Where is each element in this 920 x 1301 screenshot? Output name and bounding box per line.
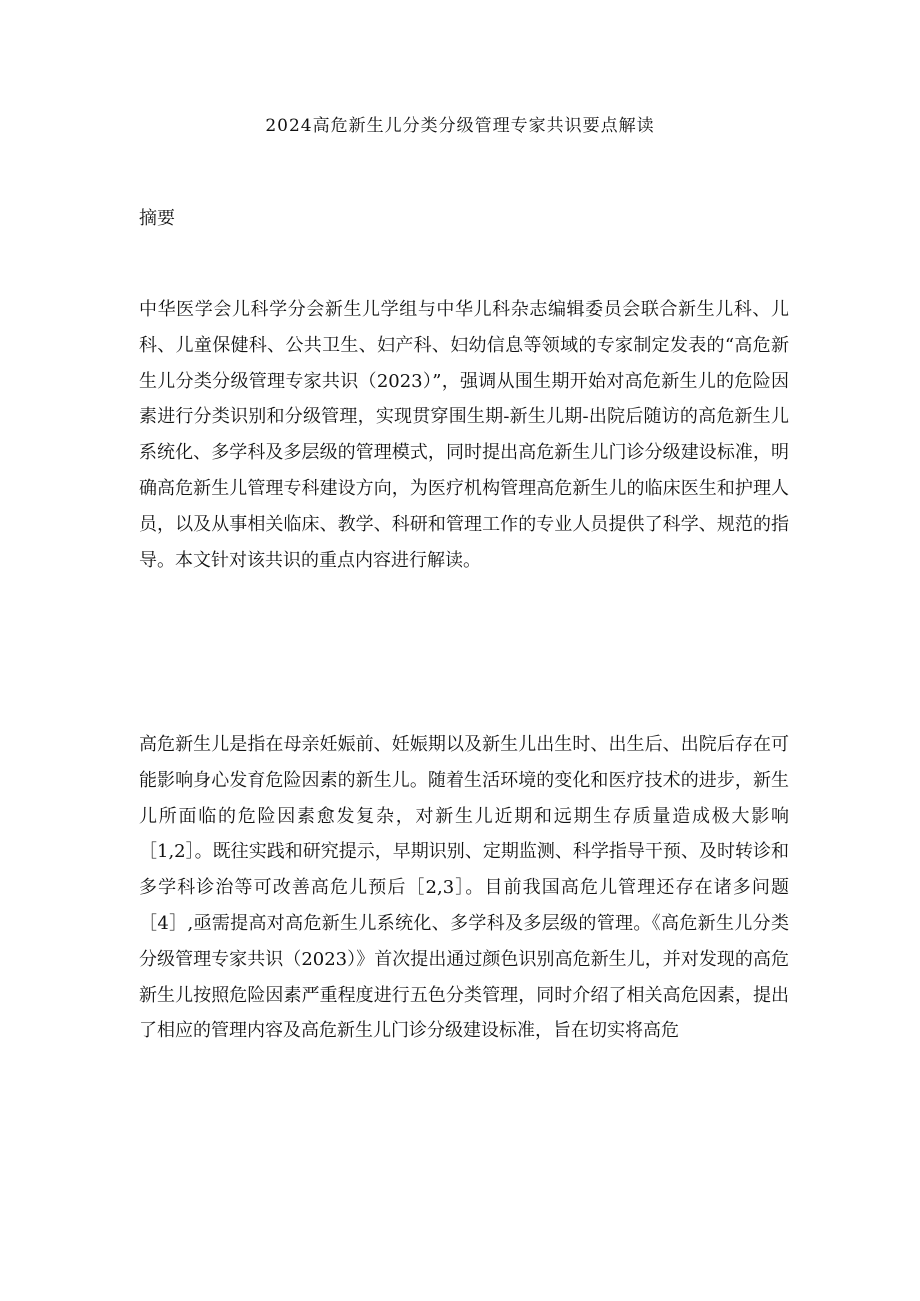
document-title: 2024高危新生儿分类分级管理专家共识要点解读 <box>265 116 655 136</box>
abstract-paragraph: 中华医学会儿科学分会新生儿学组与中华儿科杂志编辑委员会联合新生儿科、儿科、儿童保健科、公共卫生、妇产科、妇幼信息等领域的专家制定发表的“高危新生儿分类分级管理专家共识（2023）”，强调从围生期开始对高危新生儿的危险因素进行分类识别和分级管理，实现贯穿围生期-新生儿期-出院后随访的高危新生儿系统化、多学科及多层级的管理模式，同时提出高危新生儿门诊分级建设标准，明确高危新生儿管理专科建设方向，为医疗机构管理高危新生儿的临床医生和护理人员，以及从事相关临床、教学、科研和管理工作的专业人员提供了科学、规范的指导。本文针对该共识的重点内容进行解读。 <box>139 299 789 571</box>
section-heading-abstract: 摘要 <box>139 208 175 229</box>
body-paragraph: 高危新生儿是指在母亲妊娠前、妊娠期以及新生儿出生时、出生后、出院后存在可能影响身心发育危险因素的新生儿。随着生活环境的变化和医疗技术的进步，新生儿所面临的危险因素愈发复杂，对新生儿近期和远期生存质量造成极大影响［1,2］。既往实践和研究提示，早期识别、定期监测、科学指导干预、及时转诊和多学科诊治等可改善高危儿预后［2,3］。目前我国高危儿管理还存在诸多问题［4］,亟需提高对高危新生儿系统化、多学科及多层级的管理。《高危新生儿分类分级管理专家共识（2023）》首次提出通过颜色识别高危新生儿，并对发现的高危新生儿按照危险因素严重程度进行五色分类管理，同时介绍了相关高危因素，提出了相应的管理内容及高危新生儿门诊分级建设标准，旨在切实将高危 <box>139 734 789 1042</box>
